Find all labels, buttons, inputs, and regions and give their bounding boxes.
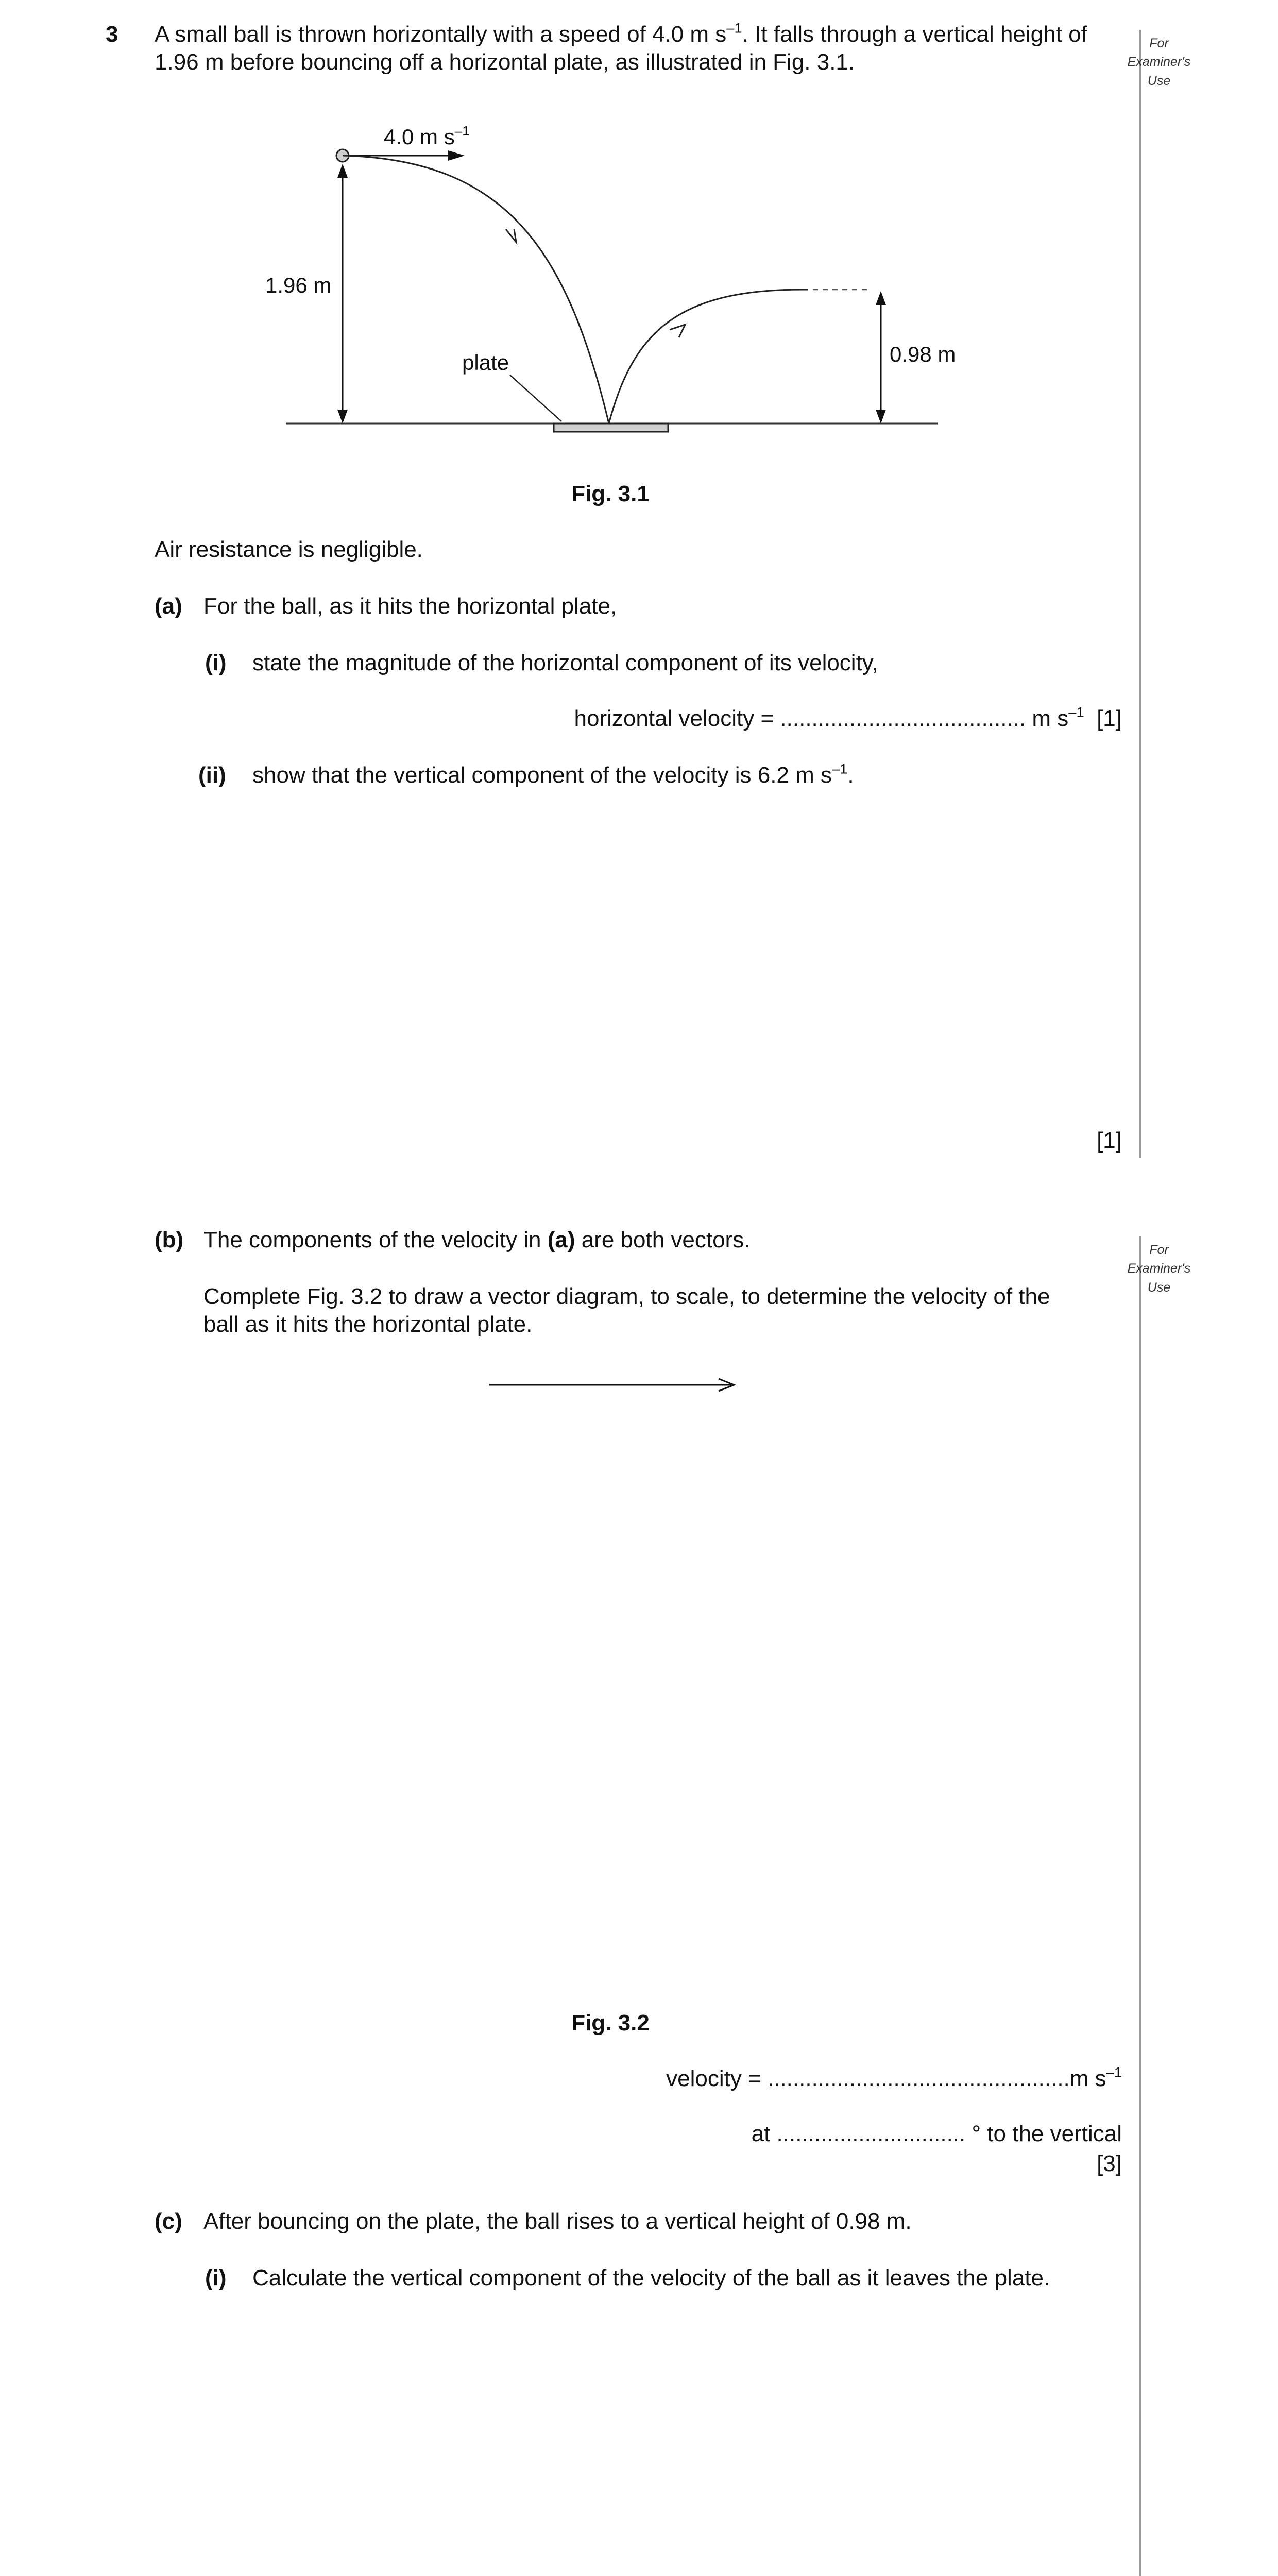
figure-3-2-arrow (484, 1375, 742, 1395)
trajectory-arrowhead (506, 229, 516, 242)
part-a-ii-text: show that the vertical component of the velocity is 6.2 m $s^{-1}$. (252, 760, 854, 788)
part-c-label: (c) (155, 2209, 182, 2234)
part-b-text: The components of the velocity in (a) are both vectors. (203, 1227, 751, 1252)
examiner-margin-line-2 (1139, 1236, 1141, 2576)
question-number: 3 (106, 22, 118, 47)
part-a-text: For the ball, as it hits the horizontal plate, (203, 594, 617, 619)
figure-caption: Fig. 3.2 (571, 2010, 650, 2036)
plate-label-line (510, 375, 561, 421)
part-a-label: (a) (155, 594, 182, 619)
part-c-i-label: (i) (205, 2265, 227, 2291)
marks: [3] (1097, 2151, 1122, 2176)
examiner-use-label: For Examiner's Use (1127, 36, 1191, 88)
plate-label: plate (462, 350, 509, 375)
question-intro: A small ball is thrown horizontally with a speed of 4.0 m $s^{-1}$. It falls through a vertical height of 1.96 m before bouncing off a horizontal plate, as illustrated in Fig. 3.1. (155, 20, 1087, 75)
answer-line-horizontal-velocity[interactable]: horizontal velocity = ....................................... m $s^{-1}$ [1] (574, 704, 1122, 731)
part-a-i-text: state the magnitude of the horizontal component of its velocity, (252, 650, 878, 675)
marks: [1] (1097, 1128, 1122, 1153)
answer-line-velocity[interactable]: velocity = ................................................m $s^{-1}$ (666, 2064, 1122, 2091)
height-label-right: 0.98 m (890, 342, 956, 366)
examiner-use-label: For Examiner's Use (1127, 1243, 1191, 1295)
rebound-trajectory (609, 290, 808, 423)
part-a-ii-label: (ii) (198, 762, 226, 788)
part-c-i-text: Calculate the vertical component of the velocity of the ball as it leaves the plate. (252, 2265, 1050, 2291)
answer-line-angle[interactable]: at .............................. ° to the vertical (751, 2121, 1122, 2146)
figure-caption: Fig. 3.1 (571, 481, 650, 506)
part-b-label: (b) (155, 1227, 184, 1252)
vector-diagram-area[interactable] (155, 1401, 1123, 1978)
part-c-text: After bouncing on the plate, the ball rises to a vertical height of 0.98 m. (203, 2209, 912, 2234)
air-resistance-note: Air resistance is negligible. (155, 537, 423, 562)
height-label-left: 1.96 m (265, 273, 332, 297)
falling-trajectory (343, 156, 609, 423)
marks: [1] (1097, 706, 1122, 731)
part-a-i-label: (i) (205, 650, 227, 675)
plate (554, 423, 668, 432)
rebound-arrowhead (670, 325, 685, 337)
speed-label: 4.0 m $s^{-1}$ (384, 123, 470, 149)
figure-3-1 (0, 0, 1278, 464)
part-b-instruction: Complete Fig. 3.2 to draw a vector diagram, to scale, to determine the velocity of the ball as it hits the horizontal plate. (203, 1284, 1050, 1337)
